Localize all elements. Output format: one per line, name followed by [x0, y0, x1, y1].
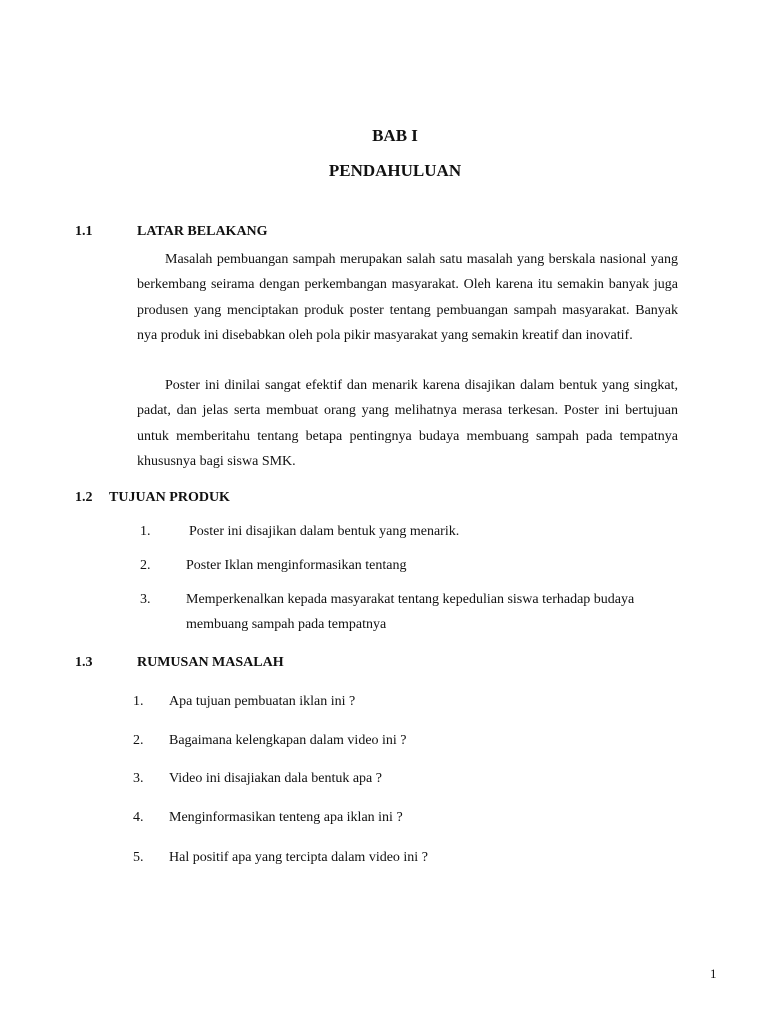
paragraph-2: [137, 373, 678, 474]
section-title-tujuan-produk: TUJUAN PRODUK: [109, 490, 230, 505]
tujuan-item-2-text: Poster Iklan menginformasikan tentang: [186, 558, 407, 573]
rumusan-item-3-text: Video ini disajiakan dala bentuk apa ?: [169, 771, 382, 786]
section-title-latar-belakang: LATAR BELAKANG: [137, 224, 268, 239]
paragraph-2-text: Poster ini dinilai sangat efektif dan menarik karena disajikan dalam bentuk yang singkat, padat, dan jelas serta membuat orang yang melihatnya merasa terkesan. Poster ini bertujuan untuk memberitahu tentang betapa pentingnya budaya membuang sampah pada tempatnya khususnya bagi siswa SMK.: [137, 378, 678, 469]
rumusan-item-2-text: Bagaimana kelengkapan dalam video ini ?: [169, 733, 407, 748]
rumusan-item-1-number: 1.: [133, 694, 144, 709]
tujuan-item-3-text-continued: membuang sampah pada tempatnya: [186, 617, 387, 632]
rumusan-item-4-number: 4.: [133, 810, 144, 825]
tujuan-item-2-number: 2.: [140, 558, 151, 573]
tujuan-item-1-text: Poster ini disajikan dalam bentuk yang menarik.: [189, 524, 460, 539]
rumusan-item-4-text: Menginformasikan tenteng apa iklan ini ?: [169, 810, 403, 825]
rumusan-item-3-number: 3.: [133, 771, 144, 786]
tujuan-item-1-number: 1.: [140, 524, 151, 539]
rumusan-item-1-text: Apa tujuan pembuatan iklan ini ?: [169, 694, 356, 709]
chapter-label: BAB I: [372, 126, 418, 145]
section-title-rumusan-masalah: RUMUSAN MASALAH: [137, 655, 284, 670]
rumusan-item-5-text: Hal positif apa yang tercipta dalam video ini ?: [169, 850, 428, 865]
section-number-1-2: 1.2: [75, 490, 93, 505]
paragraph-1: [137, 247, 678, 348]
tujuan-item-3-number: 3.: [140, 592, 151, 607]
tujuan-item-3-text: Memperkenalkan kepada masyarakat tentang kepedulian siswa terhadap budaya: [186, 592, 635, 607]
section-number-1-3: 1.3: [75, 655, 93, 670]
rumusan-item-2-number: 2.: [133, 733, 144, 748]
section-number-1-1: 1.1: [75, 224, 93, 239]
page-number: 1: [710, 966, 717, 981]
paragraph-1-text: Masalah pembuangan sampah merupakan salah satu masalah yang berskala nasional yang berkembang seirama dengan perkembangan masyarakat. Oleh karena itu semakin banyak juga produsen yang menciptakan produk poster tentang pembuangan sampah masyarakat. Banyak nya produk ini disebabkan oleh pola pikir masyarakat yang semakin kreatif dan inovatif.: [137, 252, 678, 343]
rumusan-item-5-number: 5.: [133, 850, 144, 865]
chapter-title: PENDAHULUAN: [328, 161, 462, 180]
